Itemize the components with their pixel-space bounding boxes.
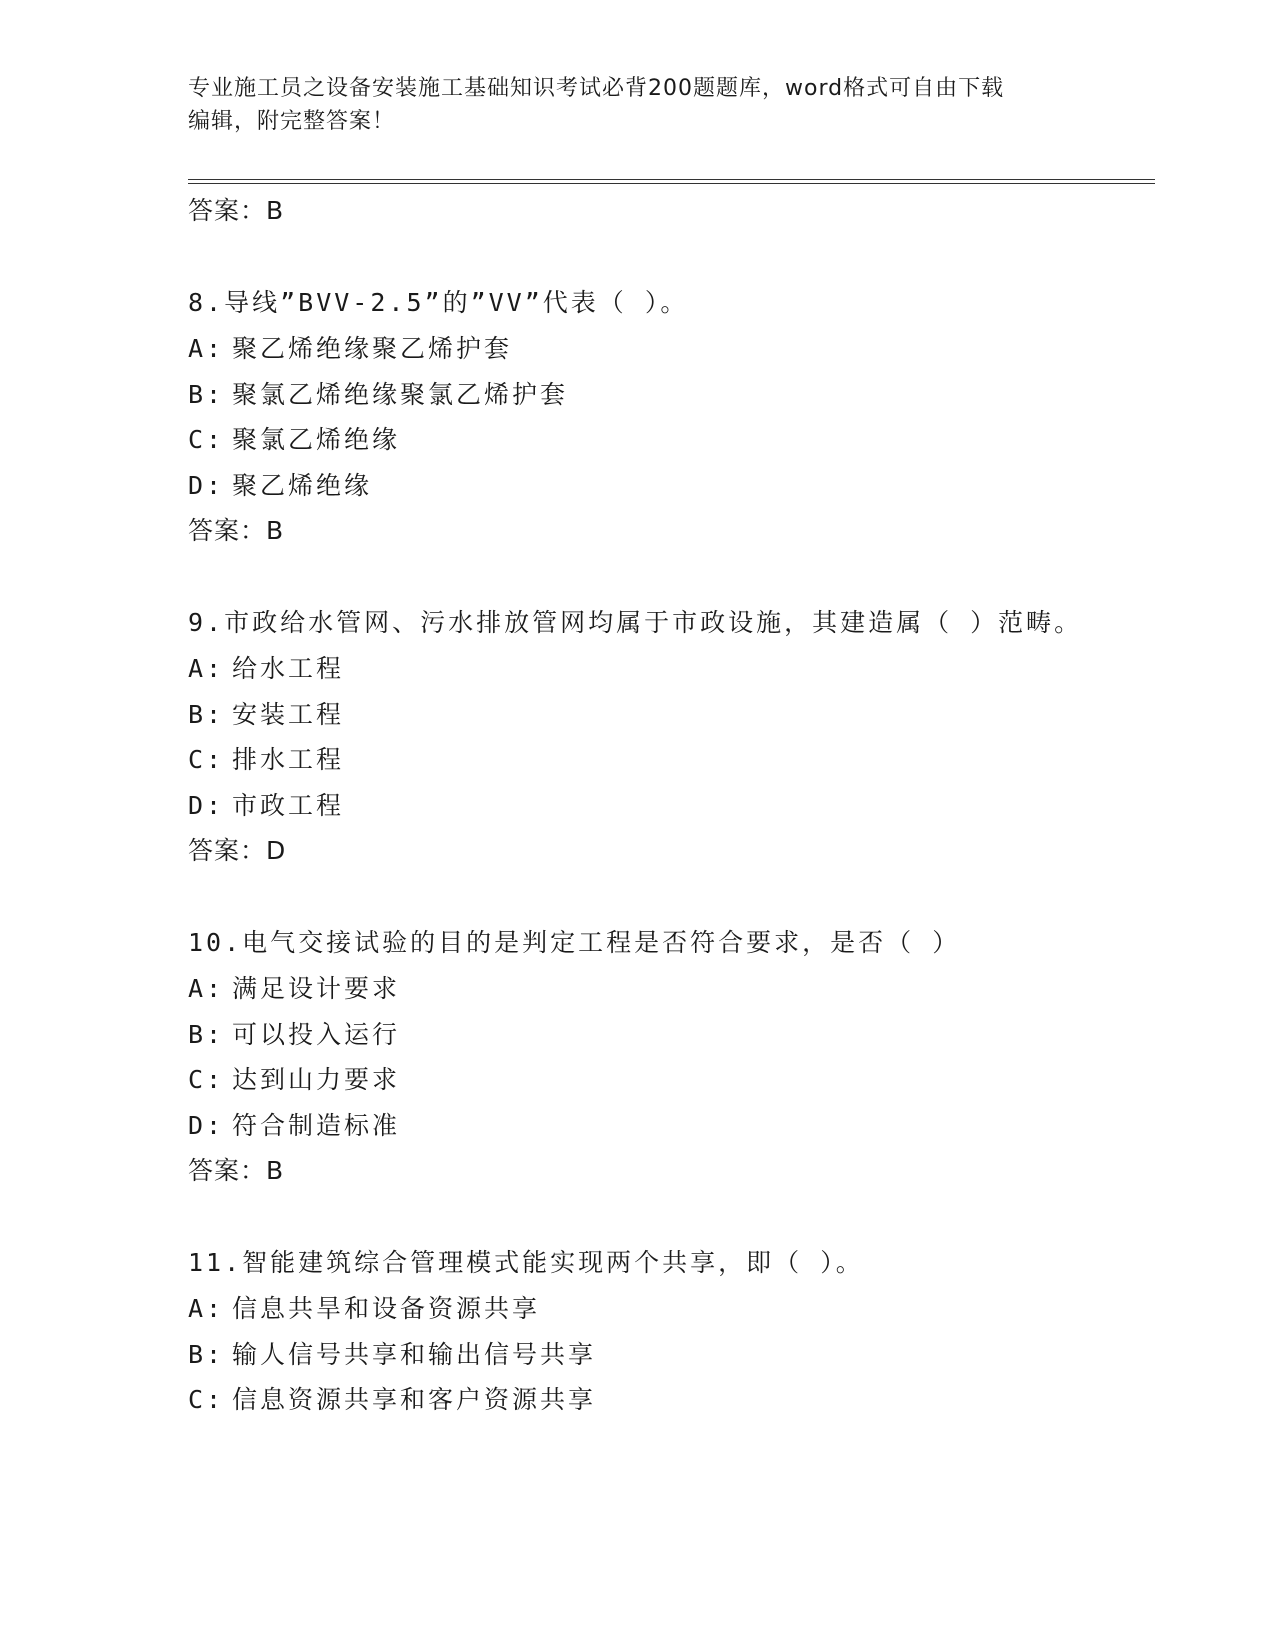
- option-letter: D:: [188, 470, 225, 500]
- option-text: 满足设计要求: [232, 974, 401, 1003]
- option-item: [188, 692, 1108, 738]
- option-letter: C:: [188, 1065, 225, 1094]
- option-item: [188, 463, 1108, 509]
- option-item: [188, 417, 1108, 463]
- option-item: [188, 1057, 1108, 1103]
- questions-container: [188, 280, 1108, 1423]
- option-letter: B:: [188, 699, 225, 729]
- option-item: [188, 1377, 1108, 1423]
- option-letter: A:: [188, 974, 225, 1003]
- option-text: 排水工程: [232, 745, 345, 774]
- question-list: [188, 188, 1108, 1423]
- option-text: 信息资源共享和客户资源共享: [232, 1385, 597, 1414]
- header-divider-top: [188, 179, 1155, 180]
- header-line-2: 编辑，附完整答案！: [188, 109, 396, 134]
- header-divider-bottom: [188, 183, 1155, 184]
- answer-line: 答案：B: [188, 196, 285, 225]
- question-text: 9.市政给水管网、污水排放管网均属于市政设施，其建造属（ ）范畴。: [188, 608, 1083, 637]
- option-letter: D:: [188, 1110, 225, 1140]
- option-letter: D:: [188, 790, 225, 820]
- question-block: [188, 600, 1108, 920]
- option-letter: A:: [188, 1294, 225, 1323]
- option-letter: C:: [188, 425, 225, 454]
- answer-line: 答案：D: [188, 836, 287, 865]
- option-text: 市政工程: [232, 790, 345, 820]
- question-text: 10.电气交接试验的目的是判定工程是否符合要求，是否（ ）: [188, 928, 961, 957]
- option-text: 达到山力要求: [232, 1065, 401, 1094]
- answer-line: 答案：B: [188, 516, 285, 545]
- question-block: [188, 1240, 1108, 1423]
- option-item: [188, 1012, 1108, 1058]
- question-text: 8.导线”BVV-2.5”的”VV”代表（ ）。: [188, 288, 689, 317]
- option-letter: C:: [188, 745, 225, 774]
- option-text: 符合制造标准: [232, 1110, 401, 1140]
- header-line-1: 专业施工员之设备安装施工基础知识考试必背200题题库，word格式可自由下载: [188, 76, 1005, 101]
- option-letter: C:: [188, 1385, 225, 1414]
- option-item: [188, 1332, 1108, 1378]
- option-text: 输人信号共享和输出信号共享: [232, 1339, 597, 1369]
- option-letter: A:: [188, 334, 225, 363]
- document-header: [188, 72, 1088, 138]
- option-item: [188, 966, 1108, 1012]
- option-item: [188, 783, 1108, 829]
- option-letter: A:: [188, 654, 225, 683]
- option-text: 可以投入运行: [232, 1019, 401, 1049]
- question-block: [188, 280, 1108, 600]
- option-letter: B:: [188, 379, 225, 409]
- option-text: 安装工程: [232, 699, 345, 729]
- option-letter: B:: [188, 1339, 225, 1369]
- option-text: 聚乙烯绝缘: [232, 470, 373, 500]
- option-text: 聚乙烯绝缘聚乙烯护套: [232, 334, 513, 363]
- answer-line: 答案：B: [188, 1156, 285, 1185]
- question-block: [188, 920, 1108, 1240]
- option-item: [188, 737, 1108, 783]
- option-item: [188, 372, 1108, 418]
- option-text: 聚氯乙烯绝缘聚氯乙烯护套: [232, 379, 569, 409]
- option-letter: B:: [188, 1019, 225, 1049]
- option-item: [188, 326, 1108, 372]
- question-text: 11.智能建筑综合管理模式能实现两个共享，即（ ）。: [188, 1248, 864, 1277]
- option-item: [188, 1103, 1108, 1149]
- option-item: [188, 646, 1108, 692]
- option-text: 信息共旱和设备资源共享: [232, 1294, 541, 1323]
- option-item: [188, 1286, 1108, 1332]
- option-text: 给水工程: [232, 654, 345, 683]
- option-text: 聚氯乙烯绝缘: [232, 425, 401, 454]
